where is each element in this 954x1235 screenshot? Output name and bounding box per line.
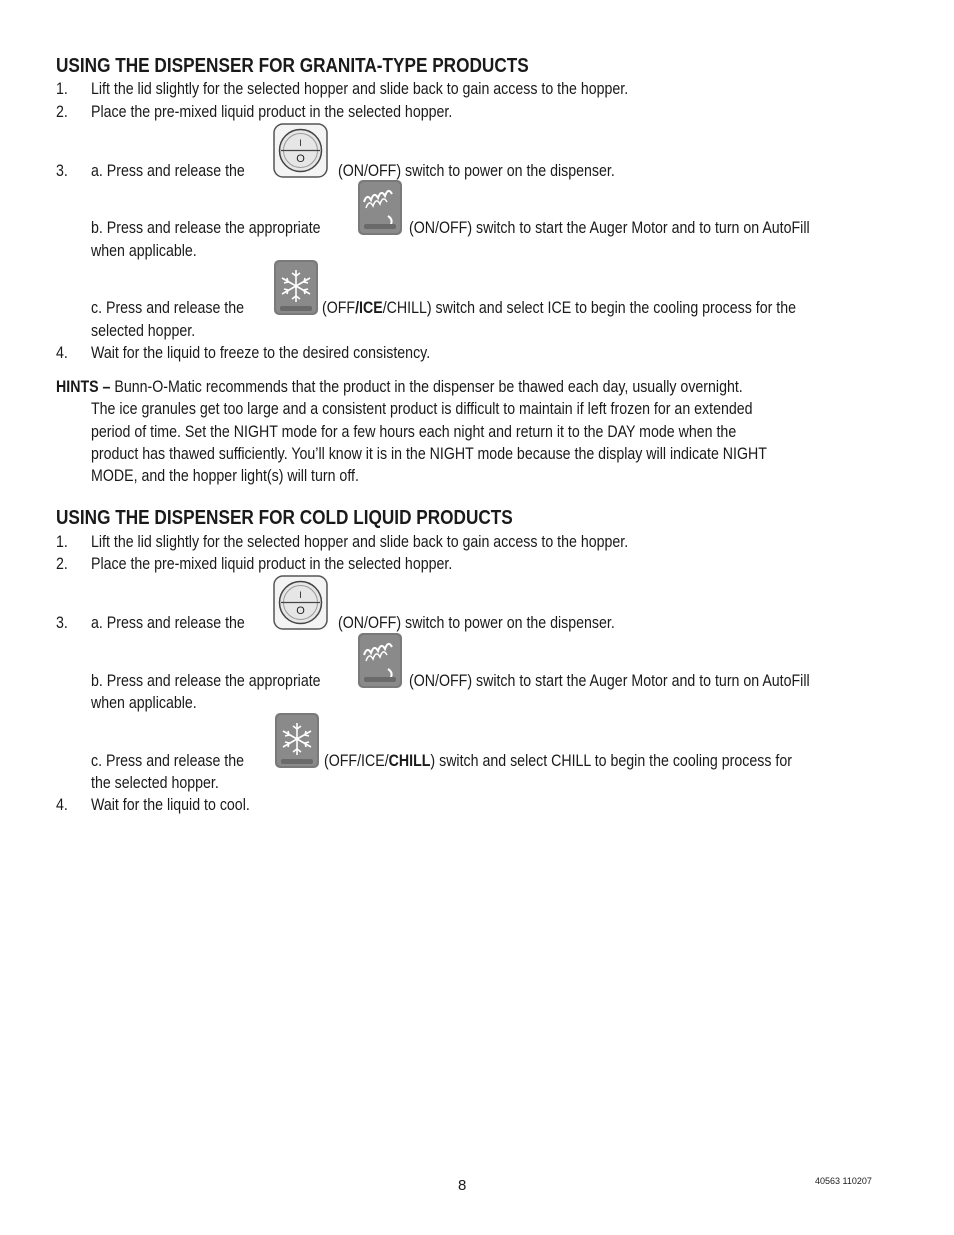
hints-text-1: Bunn-O-Matic recommends that the product in the dispenser be thawed each day, usually overnight.	[114, 378, 743, 396]
granita-step3c-continued: selected hopper.	[91, 322, 196, 340]
cold-step1-number: 1.	[56, 533, 68, 551]
hints-line5: MODE, and the hopper light(s) will turn off.	[91, 467, 359, 485]
granita-step1-number: 1.	[56, 80, 68, 98]
cold-step3b-text-pre: b. Press and release the appropriate	[91, 672, 321, 690]
granita-step3a-text-pre: a. Press and release the	[91, 162, 245, 180]
granita-step3b-text-post: (ON/OFF) switch to start the Auger Motor and to turn on AutoFill	[409, 219, 810, 237]
cold-step4-number: 4.	[56, 796, 68, 814]
cold-step4-text: Wait for the liquid to cool.	[91, 796, 250, 814]
granita-step3c-rest: /CHILL) switch and select ICE to begin the cooling process for the	[382, 299, 797, 317]
cold-step3c-continued: the selected hopper.	[91, 774, 219, 792]
cold-step1-text: Lift the lid slightly for the selected hopper and slide back to gain access to the hopper.	[91, 533, 629, 551]
cold-step3c-rest: ) switch and select CHILL to begin the cooling process for	[430, 752, 792, 770]
granita-step2-text: Place the pre-mixed liquid product in the selected hopper.	[91, 103, 453, 121]
granita-heading: USING THE DISPENSER FOR GRANITA-TYPE PRODUCTS	[56, 55, 529, 77]
hints-line1	[56, 376, 743, 398]
page-number: 8	[458, 1177, 467, 1194]
granita-step3c-open: (OFF	[322, 299, 356, 317]
power-icon-off-label: O	[296, 605, 305, 617]
cold-step3b-continued: when applicable.	[91, 694, 197, 712]
granita-step3c-ice-emphasis: /ICE	[355, 299, 383, 317]
hints-label: HINTS –	[56, 378, 111, 396]
granita-step4-text: Wait for the liquid to freeze to the desired consistency.	[91, 344, 431, 362]
power-icon-on-label: I	[299, 138, 302, 148]
cold-step3-number: 3.	[56, 614, 68, 632]
power-icon-off-label: O	[296, 153, 305, 165]
cold-heading: USING THE DISPENSER FOR COLD LIQUID PRODUCTS	[56, 507, 513, 529]
granita-step1-text: Lift the lid slightly for the selected hopper and slide back to gain access to the hopper.	[91, 80, 629, 98]
auger-switch-icon	[358, 180, 402, 235]
granita-step4-number: 4.	[56, 344, 68, 362]
hints-line4: product has thawed sufficiently. You’ll know it is in the NIGHT mode because the display will indicate NIGHT	[91, 445, 767, 463]
auger-switch-icon	[358, 633, 402, 688]
hints-line3: period of time. Set the NIGHT mode for a few hours each night and return it to the DAY mode when the	[91, 423, 737, 441]
granita-step3b-text-pre: b. Press and release the appropriate	[91, 219, 321, 237]
cold-step3a-text-post: (ON/OFF) switch to power on the dispenser.	[338, 614, 615, 632]
granita-step3a-text-post: (ON/OFF) switch to power on the dispenser.	[338, 162, 615, 180]
granita-step3c-text-pre: c. Press and release the	[91, 299, 245, 317]
cold-step3b-text-post: (ON/OFF) switch to start the Auger Motor and to turn on AutoFill	[409, 672, 810, 690]
cold-step3c-text-post	[324, 750, 792, 772]
snowflake-switch-icon	[275, 713, 319, 768]
document-number: 40563 110207	[815, 1176, 872, 1186]
cold-step3c-chill-emphasis: CHILL	[388, 752, 431, 770]
granita-step3c-text-post	[322, 297, 796, 319]
cold-step3a-text-pre: a. Press and release the	[91, 614, 245, 632]
granita-step3b-continued: when applicable.	[91, 242, 197, 260]
cold-step2-number: 2.	[56, 555, 68, 573]
cold-step3c-text-pre: c. Press and release the	[91, 752, 245, 770]
power-switch-icon	[273, 575, 328, 630]
granita-step2-number: 2.	[56, 103, 68, 121]
granita-step3-number: 3.	[56, 162, 68, 180]
snowflake-switch-icon	[274, 260, 318, 315]
power-switch-icon	[273, 123, 328, 178]
cold-step2-text: Place the pre-mixed liquid product in the selected hopper.	[91, 555, 453, 573]
power-icon-on-label: I	[299, 590, 302, 600]
hints-line2: The ice granules get too large and a consistent product is difficult to maintain if left frozen for an extended	[91, 400, 753, 418]
cold-step3c-open: (OFF/ICE/	[324, 752, 389, 770]
